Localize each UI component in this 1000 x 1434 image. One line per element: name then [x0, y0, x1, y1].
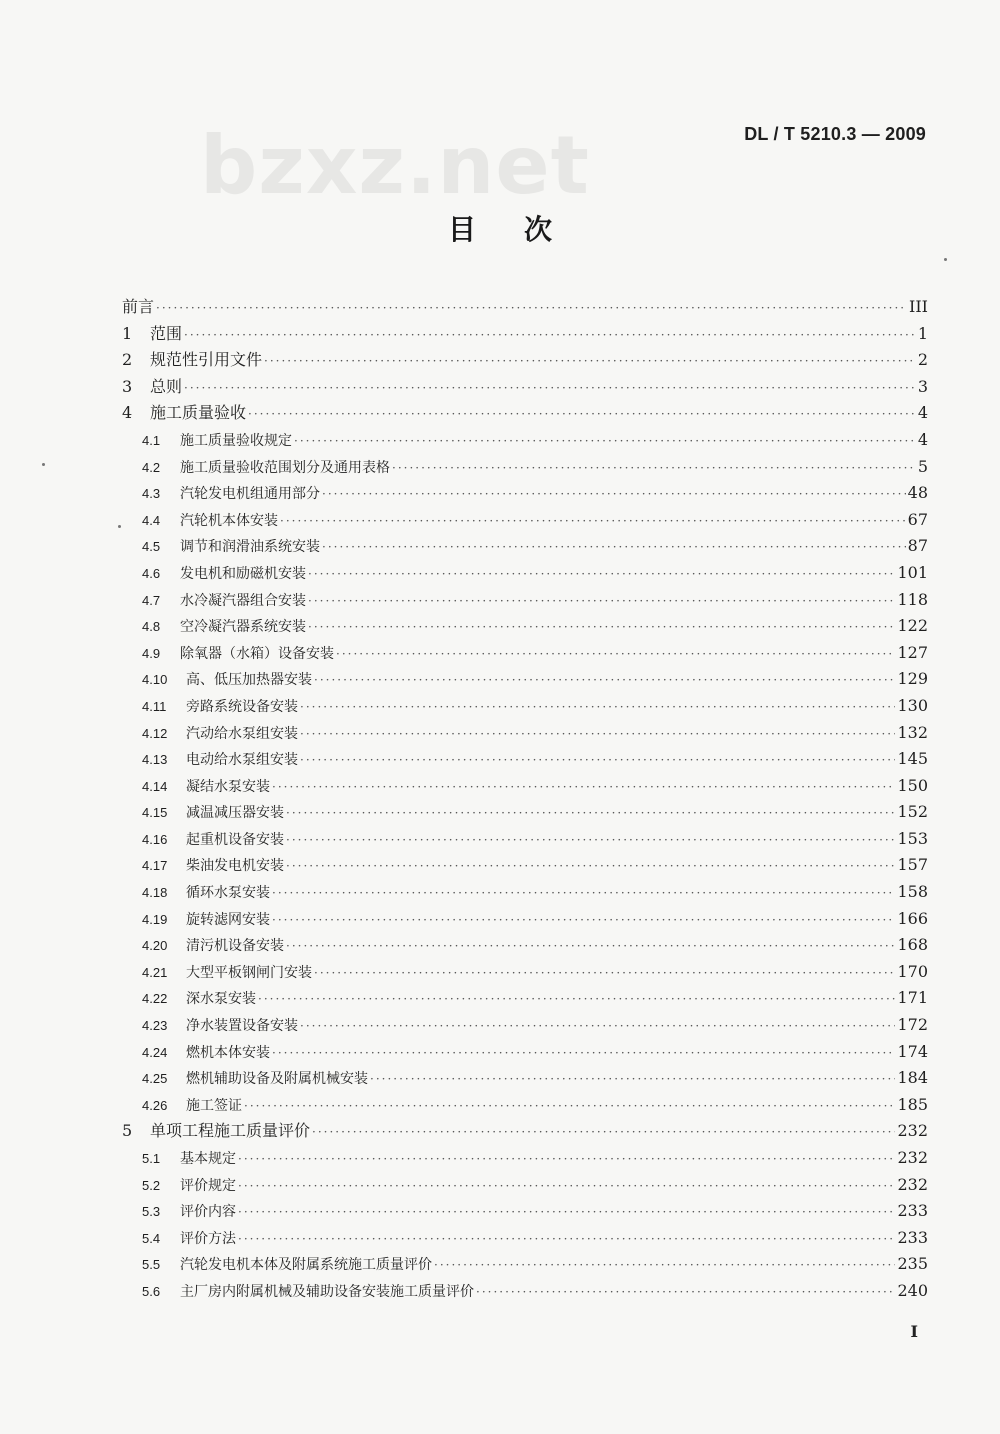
- toc-entry[interactable]: [122, 773, 928, 800]
- toc-entry-number: 2: [122, 350, 133, 370]
- toc-entry-title: 清污机设备安装: [186, 938, 284, 955]
- toc-entry-title: 调节和润滑油系统安装: [180, 539, 320, 556]
- toc-leader-dots: [238, 1226, 895, 1253]
- toc-entry-number: 4.19: [142, 911, 168, 927]
- toc-entry-page: 232: [897, 1148, 928, 1167]
- toc-entry-number: 4.9: [142, 645, 161, 661]
- toc-entry-number: 5.3: [142, 1204, 161, 1220]
- table-of-contents: [122, 294, 928, 1305]
- toc-entry-page: 168: [897, 935, 928, 955]
- toc-entry-page: 184: [897, 1068, 928, 1088]
- toc-entry-number: 4.12: [142, 725, 168, 741]
- toc-entry-number: 4.15: [142, 805, 168, 821]
- toc-entry-title: 柴油发电机安装: [186, 858, 284, 875]
- toc-entry-page: 233: [897, 1201, 928, 1221]
- toc-leader-dots: [272, 880, 895, 907]
- toc-leader-dots: [286, 933, 895, 960]
- toc-entry-page: 166: [897, 908, 928, 928]
- toc-entry-page: 132: [897, 722, 928, 742]
- toc-entry-title: 施工签证: [186, 1097, 242, 1114]
- toc-entry-title: 评价内容: [180, 1204, 236, 1221]
- toc-entry-page: 87: [907, 536, 928, 556]
- toc-leader-dots: [370, 1066, 895, 1093]
- toc-entry-number: 4.14: [142, 778, 168, 794]
- toc-entry-number: 4.7: [142, 592, 161, 608]
- toc-entry-page: 235: [897, 1254, 928, 1274]
- toc-entry-number: 4.5: [142, 539, 161, 555]
- toc-leader-dots: [248, 401, 914, 428]
- toc-entry[interactable]: [122, 1198, 928, 1225]
- toc-entry-number: 4.24: [142, 1044, 168, 1060]
- toc-entry-title: 规范性引用文件: [150, 350, 263, 370]
- scan-speck: [42, 463, 45, 466]
- toc-entry-title: 电动给水泵组安装: [186, 752, 298, 769]
- toc-entry-title: 燃机本体安装: [186, 1044, 270, 1061]
- toc-leader-dots: [244, 1093, 895, 1120]
- toc-entry-page: 172: [897, 1015, 928, 1035]
- toc-leader-dots: [308, 614, 895, 641]
- toc-leader-dots: [280, 508, 906, 535]
- toc-entry-title: 评价规定: [180, 1177, 236, 1194]
- toc-entry[interactable]: [122, 374, 928, 401]
- toc-entry[interactable]: [122, 932, 928, 959]
- toc-entry[interactable]: [122, 959, 928, 986]
- toc-leader-dots: [308, 588, 895, 615]
- toc-entry-title: 起重机设备安装: [186, 831, 284, 848]
- toc-leader-dots: [300, 721, 895, 748]
- toc-entry-page: 5: [917, 456, 928, 476]
- toc-entry-page: 118: [897, 589, 928, 609]
- toc-leader-dots: [308, 561, 895, 588]
- toc-entry-page: 174: [897, 1041, 928, 1061]
- toc-entry-page: 4: [917, 429, 928, 449]
- toc-leader-dots: [272, 774, 895, 801]
- toc-entry-number: 4.2: [142, 459, 161, 475]
- toc-entry[interactable]: [122, 1092, 928, 1119]
- toc-entry-number: 5.2: [142, 1177, 161, 1193]
- toc-entry-number: 4.10: [142, 672, 168, 688]
- toc-leader-dots: [300, 1013, 895, 1040]
- toc-entry-page: 232: [897, 1174, 928, 1194]
- toc-entry[interactable]: [122, 1278, 928, 1305]
- toc-leader-dots: [322, 534, 906, 561]
- toc-entry-page: 101: [897, 562, 928, 582]
- toc-entry-title: 循环水泵安装: [186, 885, 270, 902]
- toc-entry-page: 153: [897, 828, 928, 848]
- toc-entry-title: 前言: [122, 297, 155, 316]
- toc-entry-number: 4.8: [142, 619, 161, 635]
- toc-entry[interactable]: [122, 640, 928, 667]
- toc-entry-title: 燃机辅助设备及附属机械安装: [186, 1071, 368, 1088]
- toc-leader-dots: [286, 827, 895, 854]
- toc-entry-page: 122: [897, 616, 928, 636]
- toc-entry-page: 130: [897, 695, 928, 715]
- toc-entry[interactable]: [122, 1039, 928, 1066]
- toc-leader-dots: [294, 428, 914, 455]
- toc-entry-number: 4.22: [142, 991, 168, 1007]
- toc-entry-title: 施工质量验收规定: [180, 432, 292, 449]
- toc-leader-dots: [476, 1279, 895, 1306]
- toc-entry-page: 3: [917, 376, 928, 396]
- toc-entry-title: 总则: [150, 376, 183, 396]
- toc-entry[interactable]: [122, 613, 928, 640]
- toc-entry-page: 145: [897, 749, 928, 769]
- toc-leader-dots: [434, 1252, 895, 1279]
- toc-entry[interactable]: [122, 852, 928, 879]
- toc-entry-title: 施工质量验收范围划分及通用表格: [180, 459, 390, 476]
- toc-entry-number: 4.4: [142, 512, 161, 528]
- toc-entry-number: 4: [122, 403, 133, 423]
- toc-entry-title: 净水装置设备安装: [186, 1018, 298, 1035]
- toc-entry[interactable]: [122, 799, 928, 826]
- toc-entry[interactable]: [122, 294, 928, 321]
- toc-entry-page: III: [909, 297, 928, 316]
- toc-leader-dots: [272, 907, 895, 934]
- toc-entry[interactable]: [122, 720, 928, 747]
- toc-entry[interactable]: [122, 746, 928, 773]
- toc-entry-number: 4.23: [142, 1018, 168, 1034]
- toc-entry-number: 4.11: [142, 698, 167, 714]
- toc-entry[interactable]: [122, 666, 928, 693]
- toc-entry-number: 4.6: [142, 565, 161, 581]
- toc-entry-number: 4.18: [142, 885, 168, 901]
- toc-entry-title: 旁路系统设备安装: [186, 698, 298, 715]
- toc-entry-page: 48: [907, 483, 928, 503]
- toc-entry-title: 凝结水泵安装: [186, 778, 270, 795]
- toc-entry-page: 4: [917, 403, 928, 423]
- toc-leader-dots: [300, 747, 895, 774]
- toc-leader-dots: [286, 800, 895, 827]
- toc-entry-number: 4.1: [142, 432, 161, 448]
- toc-entry-number: 5.6: [142, 1283, 161, 1299]
- toc-entry-page: 157: [897, 855, 928, 875]
- toc-leader-dots: [184, 322, 914, 349]
- toc-entry-title: 旋转滤网安装: [186, 911, 270, 928]
- toc-entry-page: 127: [897, 642, 928, 662]
- toc-entry-number: 4.21: [142, 964, 168, 980]
- toc-entry[interactable]: [122, 1065, 928, 1092]
- toc-title: 目次: [447, 213, 600, 246]
- toc-entry[interactable]: [122, 1172, 928, 1199]
- toc-entry-title: 空冷凝汽器系统安装: [180, 619, 306, 636]
- toc-entry-title: 评价方法: [180, 1230, 236, 1247]
- toc-entry[interactable]: [122, 400, 928, 427]
- toc-entry-page: 171: [897, 988, 928, 1008]
- toc-leader-dots: [238, 1146, 895, 1173]
- toc-entry[interactable]: [122, 1251, 928, 1278]
- toc-entry-title: 单项工程施工质量评价: [150, 1121, 311, 1141]
- toc-entry-page: 67: [907, 509, 928, 529]
- toc-entry-page: 150: [897, 775, 928, 795]
- toc-entry-number: 5.1: [142, 1151, 161, 1166]
- page-number: I: [910, 1322, 918, 1341]
- toc-leader-dots: [272, 1040, 895, 1067]
- toc-leader-dots: [238, 1199, 895, 1226]
- toc-leader-dots: [156, 295, 907, 322]
- toc-entry-page: 240: [897, 1280, 928, 1300]
- toc-entry-title: 汽轮发电机组通用部分: [180, 486, 320, 503]
- toc-entry-number: 4.3: [142, 486, 161, 502]
- toc-entry-page: 152: [897, 802, 928, 822]
- toc-entry-number: 5.4: [142, 1230, 161, 1246]
- toc-entry-page: 129: [897, 669, 928, 689]
- toc-entry-number: 4.20: [142, 938, 168, 954]
- toc-entry-title: 高、低压加热器安装: [186, 672, 312, 689]
- toc-entry[interactable]: [122, 427, 928, 454]
- toc-entry[interactable]: [122, 1012, 928, 1039]
- toc-entry-title: 除氧器（水箱）设备安装: [180, 645, 334, 662]
- toc-entry[interactable]: [122, 533, 928, 560]
- toc-leader-dots: [184, 375, 914, 402]
- toc-entry-title: 减温减压器安装: [186, 805, 284, 822]
- toc-entry[interactable]: [122, 480, 928, 507]
- toc-entry-page: 2: [917, 350, 928, 370]
- toc-entry-number: 4.25: [142, 1071, 168, 1087]
- toc-entry-title: 大型平板钢闸门安装: [186, 964, 312, 981]
- toc-entry-page: 158: [897, 882, 928, 902]
- toc-entry[interactable]: [122, 1118, 928, 1145]
- toc-entry[interactable]: [122, 826, 928, 853]
- toc-entry[interactable]: [122, 906, 928, 933]
- toc-leader-dots: [264, 348, 914, 375]
- scan-speck: [944, 258, 947, 261]
- toc-leader-dots: [312, 1119, 895, 1146]
- toc-entry[interactable]: [122, 693, 928, 720]
- toc-entry-number: 3: [122, 376, 133, 396]
- toc-entry[interactable]: [122, 454, 928, 481]
- toc-leader-dots: [336, 641, 895, 668]
- toc-entry-number: 4.17: [142, 858, 168, 874]
- toc-entry-title: 深水泵安装: [186, 991, 256, 1008]
- toc-entry-title: 基本规定: [180, 1151, 236, 1167]
- watermark: bzxz.net: [200, 119, 590, 212]
- toc-entry-number: 4.13: [142, 752, 168, 768]
- toc-entry[interactable]: [122, 879, 928, 906]
- toc-entry-title: 范围: [150, 323, 183, 343]
- toc-entry-title: 汽动给水泵组安装: [186, 725, 298, 742]
- toc-leader-dots: [314, 667, 895, 694]
- toc-leader-dots: [286, 853, 895, 880]
- toc-entry-number: 5: [122, 1121, 133, 1141]
- toc-entry[interactable]: [122, 985, 928, 1012]
- toc-entry-page: 1: [917, 323, 928, 343]
- toc-entry-number: 4.16: [142, 831, 168, 847]
- scan-speck: [118, 525, 121, 528]
- toc-entry-title: 汽轮机本体安装: [180, 512, 278, 529]
- toc-entry-title: 主厂房内附属机械及辅助设备安装施工质量评价: [180, 1283, 474, 1300]
- toc-entry-page: 185: [897, 1094, 928, 1114]
- toc-entry[interactable]: [122, 1145, 928, 1172]
- toc-entry-title: 水冷凝汽器组合安装: [180, 592, 306, 609]
- toc-entry[interactable]: [122, 560, 928, 587]
- toc-entry-number: 5.5: [142, 1257, 161, 1273]
- toc-leader-dots: [322, 481, 906, 508]
- toc-entry-title: 汽轮发电机本体及附属系统施工质量评价: [180, 1257, 432, 1274]
- toc-leader-dots: [314, 960, 895, 987]
- toc-leader-dots: [300, 694, 895, 721]
- toc-entry-title: 施工质量验收: [150, 403, 247, 423]
- toc-leader-dots: [258, 986, 895, 1013]
- toc-entry-page: 233: [897, 1227, 928, 1247]
- toc-leader-dots: [392, 455, 914, 482]
- toc-entry-page: 232: [897, 1121, 928, 1141]
- toc-entry[interactable]: [122, 347, 928, 374]
- toc-entry[interactable]: [122, 1225, 928, 1252]
- toc-entry[interactable]: [122, 321, 928, 348]
- toc-entry-number: 1: [122, 323, 133, 343]
- toc-entry-title: 发电机和励磁机安装: [180, 565, 306, 582]
- standard-code: DL / T 5210.3 — 2009: [744, 124, 926, 144]
- toc-entry[interactable]: [122, 587, 928, 614]
- toc-entry[interactable]: [122, 507, 928, 534]
- toc-leader-dots: [238, 1173, 895, 1200]
- toc-entry-number: 4.26: [142, 1097, 168, 1113]
- toc-entry-page: 170: [897, 961, 928, 981]
